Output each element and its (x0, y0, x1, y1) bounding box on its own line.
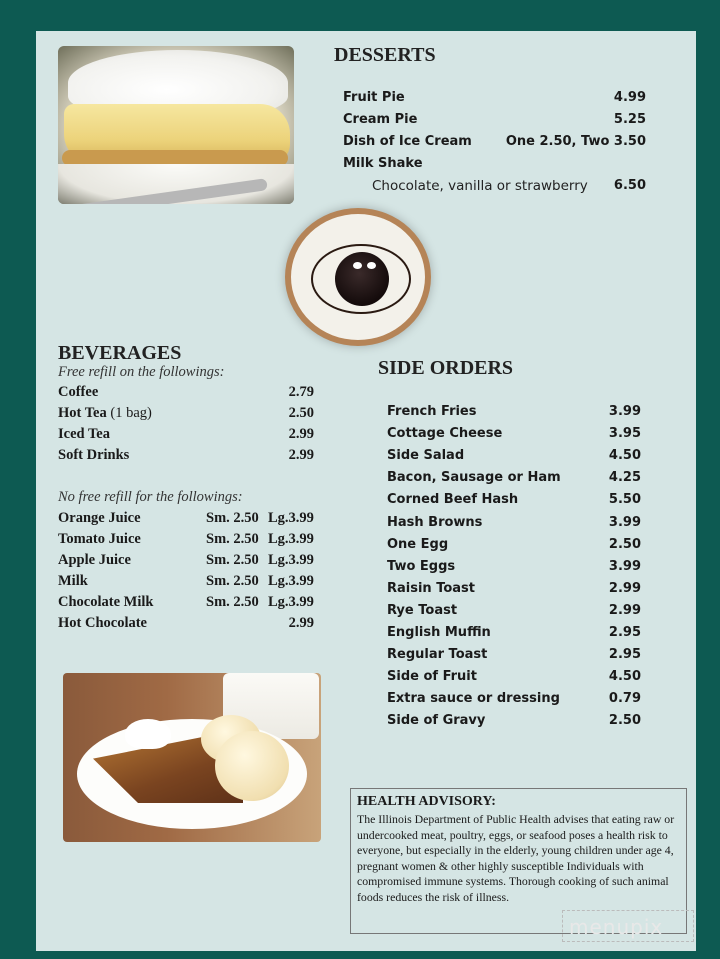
beverage-label: Iced Tea (58, 426, 110, 442)
side-order-price: 2.95 (608, 625, 641, 640)
side-order-price: 2.95 (608, 647, 641, 663)
side-order-name: English Muffin (387, 625, 491, 640)
hot-chocolate-name: Hot Chocolate (58, 615, 147, 631)
cream-pie-photo (58, 46, 294, 204)
beverage-name (58, 384, 98, 401)
side-order-price: 2.99 (608, 602, 641, 618)
side-order-name: Side of Fruit (387, 669, 477, 685)
side-order-name: Bacon, Sausage or Ham (387, 470, 561, 486)
side-order-name: French Fries (387, 404, 477, 419)
shake-price: 6.50 (613, 178, 646, 193)
hot-chocolate-price: 2.99 (288, 615, 314, 631)
juice-small-price: Sm. 2.50 (206, 531, 259, 547)
dessert-price: 5.25 (613, 112, 646, 127)
juice-large-price: Lg.3.99 (268, 552, 314, 568)
side-order-price: 2.99 (608, 580, 641, 596)
beverage-note: (1 bag) (110, 405, 152, 421)
chocolate-cake-photo (279, 204, 437, 350)
side-order-price: 5.50 (608, 492, 641, 508)
no-refill-note: No free refill for the followings: (58, 489, 243, 505)
side-order-name: Two Eggs (387, 558, 456, 574)
beverages-title: BEVERAGES (58, 342, 182, 364)
juice-large-price: Lg.3.99 (268, 510, 314, 526)
side-order-price: 2.50 (608, 536, 641, 552)
side-order-price: 0.79 (608, 691, 641, 707)
juice-name: Milk (58, 573, 88, 589)
side-orders-title: SIDE ORDERS (378, 357, 514, 379)
juice-name: Apple Juice (58, 552, 131, 568)
side-order-price: 3.99 (608, 404, 641, 419)
beverage-price: 2.99 (288, 426, 314, 442)
beverage-name (58, 447, 129, 464)
beverage-price: 2.50 (288, 405, 314, 421)
side-order-name: Regular Toast (387, 647, 488, 663)
side-order-name: Side Salad (387, 448, 465, 464)
beverage-price: 2.99 (288, 447, 314, 463)
side-order-price: 4.50 (608, 448, 641, 464)
side-order-price: 4.25 (608, 470, 641, 486)
side-order-price: 3.99 (608, 558, 641, 574)
beverage-label: Soft Drinks (58, 447, 130, 463)
juice-small-price: Sm. 2.50 (206, 573, 259, 589)
dessert-price: One 2.50, Two 3.50 (505, 134, 646, 149)
juice-small-price: Sm. 2.50 (206, 594, 259, 610)
side-order-price: 4.50 (608, 669, 641, 685)
watermark-logo: menupix (562, 910, 694, 942)
juice-name: Tomato Juice (58, 531, 141, 547)
dessert-name: Milk Shake (343, 156, 423, 171)
side-order-price: 3.95 (608, 426, 641, 442)
juice-large-price: Lg.3.99 (268, 531, 314, 547)
side-order-name: One Egg (387, 536, 449, 552)
side-order-price: 3.99 (608, 514, 641, 530)
juice-name: Chocolate Milk (58, 594, 154, 610)
juice-small-price: Sm. 2.50 (206, 552, 259, 568)
side-order-name: Raisin Toast (387, 580, 476, 596)
beverage-name (58, 405, 152, 422)
pecan-pie-photo (63, 673, 321, 842)
dessert-price: 4.99 (613, 90, 646, 105)
beverage-label: Hot Tea (58, 405, 107, 421)
dessert-name: Fruit Pie (343, 90, 405, 105)
juice-small-price: Sm. 2.50 (206, 510, 259, 526)
shake-flavors: Chocolate, vanilla or strawberry (372, 178, 588, 194)
side-order-price: 2.50 (608, 713, 641, 729)
beverage-price: 2.79 (288, 384, 314, 400)
side-order-name: Rye Toast (387, 602, 458, 618)
side-order-name: Side of Gravy (387, 713, 486, 729)
side-order-name: Extra sauce or dressing (387, 691, 560, 707)
beverage-label: Coffee (58, 384, 99, 400)
health-advisory-text: The Illinois Department of Public Health advises that eating raw or undercooked meat, poultry, eggs, or seafood poses a health risk to everyone, but especially in the elderly, young children under age 4, pregnant women & other highly susceptible Individuals with compromised immune systems. Thorough cooking of such animal foods reduces the risk of illness. (357, 812, 675, 904)
side-order-name: Corned Beef Hash (387, 492, 519, 508)
dessert-name: Cream Pie (343, 112, 418, 127)
side-order-name: Hash Browns (387, 514, 483, 530)
juice-large-price: Lg.3.99 (268, 594, 314, 610)
juice-large-price: Lg.3.99 (268, 573, 314, 589)
dessert-name: Dish of Ice Cream (343, 134, 472, 149)
juice-name: Orange Juice (58, 510, 141, 526)
side-order-name: Cottage Cheese (387, 426, 503, 442)
health-advisory-title: HEALTH ADVISORY: (357, 794, 496, 809)
beverage-name (58, 426, 110, 443)
desserts-title: DESSERTS (334, 44, 436, 66)
free-refill-note: Free refill on the followings: (58, 364, 225, 380)
